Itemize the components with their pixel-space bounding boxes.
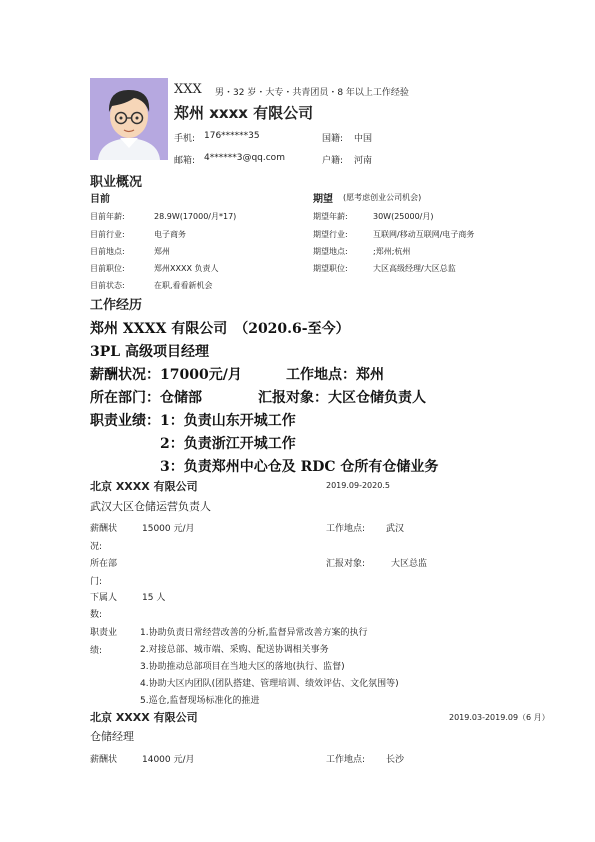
phone-value: 176******35 — [204, 131, 260, 141]
expect-position-label: 期望职位: — [313, 264, 348, 273]
expect-salary-label: 期望年薪: — [313, 212, 348, 221]
current-position-label: 目前职位: — [90, 264, 125, 273]
job2-report-label: 汇报对象: — [326, 559, 366, 569]
job3-salary-label: 薪酬状 — [90, 755, 118, 765]
expect-location-label: 期望地点: — [313, 247, 348, 256]
expect-industry-value: 互联网/移动互联网/电子商务 — [373, 230, 475, 239]
job2-dept-label: 所在部 — [90, 559, 118, 569]
nationality-value: 中国 — [354, 134, 373, 144]
job2-report-value: 大区总监 — [391, 559, 428, 569]
avatar-illustration — [90, 78, 168, 160]
job2-duty-2: 2.对接总部、城市端、采购、配送协调相关事务 — [140, 645, 329, 655]
job1-duty-3: 3：负责郑州中心仓及 RDC 仓所有仓储业务 — [160, 459, 439, 475]
job2-period: 2019.09-2020.5 — [326, 481, 390, 490]
job1-salary: 薪酬状况：17000元/月 — [90, 367, 242, 383]
job1-company: 郑州 XXXX 有限公司 （2020.6-至今） — [90, 321, 350, 337]
job3-period: 2019.03-2019.09（6 月） — [449, 713, 550, 722]
job3-location-value: 长沙 — [386, 755, 405, 765]
job2-sub-label-2: 数: — [90, 610, 103, 620]
job2-company: 北京 XXXX 有限公司 — [90, 480, 198, 493]
job1-duty-2: 2：负责浙江开城工作 — [160, 436, 296, 452]
work-title: 工作经历 — [90, 298, 143, 313]
email-value: 4******3@qq.com — [204, 153, 285, 163]
current-status-label: 目前状态: — [90, 281, 125, 290]
job2-salary-label-2: 况: — [90, 542, 103, 552]
job2-location-value: 武汉 — [386, 524, 405, 534]
job3-company: 北京 XXXX 有限公司 — [90, 711, 198, 724]
job2-duty-5: 5.巡仓,监督现场标准化的推进 — [140, 696, 260, 706]
job2-duty-label: 职责业 — [90, 628, 118, 638]
job2-salary-label: 薪酬状 — [90, 524, 118, 534]
hukou-value: 河南 — [354, 156, 373, 166]
expect-title: 期望 — [313, 194, 333, 205]
overview-title: 职业概况 — [90, 175, 143, 190]
job3-position: 仓储经理 — [90, 730, 134, 743]
expect-position-value: 大区高级经理/大区总监 — [373, 264, 456, 273]
current-salary-label: 目前年薪: — [90, 212, 125, 221]
job2-salary-value: 15000 元/月 — [142, 524, 195, 534]
job1-dept: 所在部门：仓储部 — [90, 390, 202, 406]
candidate-name: XXX — [174, 82, 202, 97]
job2-sub-label: 下属人 — [90, 593, 118, 603]
job2-location-label: 工作地点: — [326, 524, 366, 534]
job2-sub-value: 15 人 — [142, 593, 166, 603]
job2-duty-3: 3.协助推动总部项目在当地大区的落地(执行、监督) — [140, 662, 345, 672]
expect-salary-value: 30W(25000/月) — [373, 212, 434, 221]
current-industry-label: 目前行业: — [90, 230, 125, 239]
avatar — [90, 78, 168, 160]
current-location-value: 郑州 — [154, 247, 170, 256]
current-position-value: 郑州XXXX 负责人 — [154, 264, 219, 273]
job2-dept-label-2: 门: — [90, 577, 103, 587]
job1-report: 汇报对象：大区仓储负责人 — [258, 390, 426, 406]
job3-location-label: 工作地点: — [326, 755, 366, 765]
job2-duty-1: 1.协助负责日常经营改善的分析,监督异常改善方案的执行 — [140, 628, 368, 638]
current-industry-value: 电子商务 — [154, 230, 186, 239]
phone-label: 手机: — [174, 134, 196, 144]
job2-duty-label-2: 绩: — [90, 646, 103, 656]
expect-location-value: ;郑州;杭州 — [373, 247, 411, 256]
nationality-label: 国籍: — [322, 134, 344, 144]
email-label: 邮箱: — [174, 156, 196, 166]
hukou-label: 户籍: — [322, 156, 344, 166]
job1-duty-label: 职责业绩： — [90, 413, 160, 429]
expect-note: (愿考虑创业公司机会) — [343, 193, 422, 202]
job2-position: 武汉大区仓储运营负责人 — [90, 500, 211, 513]
expect-industry-label: 期望行业: — [313, 230, 348, 239]
job1-duty-1: 1：负责山东开城工作 — [160, 413, 296, 429]
current-salary-value: 28.9W(17000/月*17) — [154, 212, 237, 221]
current-status-value: 在职,看看新机会 — [154, 281, 213, 290]
candidate-summary: 男・32 岁・大专・共青团员・8 年以上工作经验 — [215, 88, 409, 98]
job1-position: 3PL 高级项目经理 — [90, 344, 209, 360]
current-title: 目前 — [90, 194, 110, 205]
job2-duty-4: 4.协助大区内团队(团队搭建、管理培训、绩效评估、文化氛围等) — [140, 679, 399, 689]
current-company: 郑州 xxxx 有限公司 — [174, 104, 314, 122]
job1-location: 工作地点：郑州 — [286, 367, 384, 383]
job3-salary-value: 14000 元/月 — [142, 755, 195, 765]
current-location-label: 目前地点: — [90, 247, 125, 256]
